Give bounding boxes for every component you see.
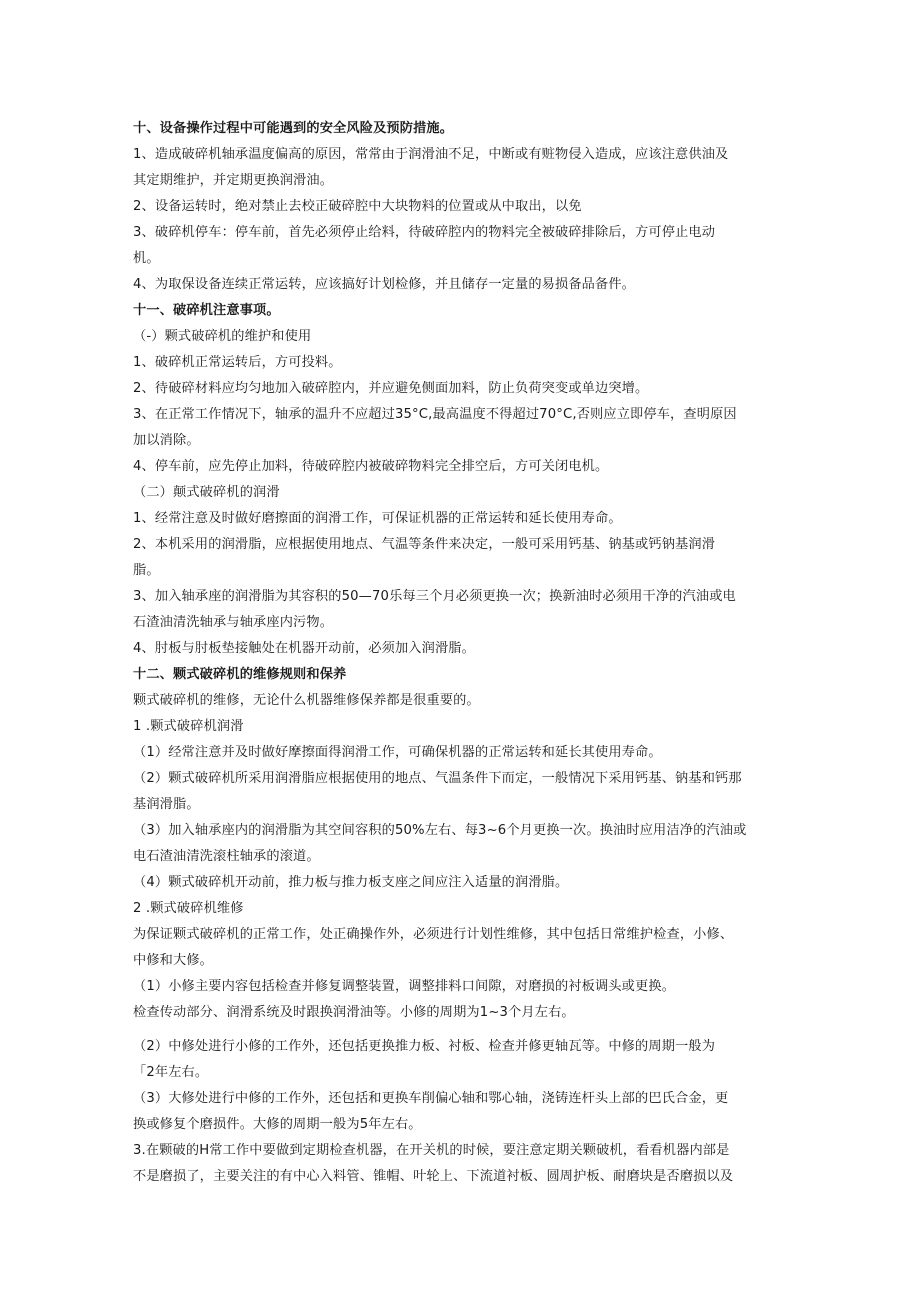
text-line: 为保证颗式破碎机的正常工作，处正确操作外，必须进行计划性维修，其中包括日常维护检查，小修、 <box>133 927 734 942</box>
text-line: 脂。 <box>133 563 160 578</box>
text-line: 「2年左右。 <box>133 1065 209 1080</box>
text-line: 中修和大修。 <box>133 953 214 968</box>
text-line: 4、停车前，应先停止加料，待破碎腔内被破碎物料完全排空后，方可关闭电机。 <box>133 459 609 474</box>
text-line: （1）经常注意并及时做好摩擦面得润滑工作，可确保机器的正常运转和延长其使用寿命。 <box>133 745 662 760</box>
text-line: 1 .颗式破碎机润滑 <box>133 719 244 734</box>
text-line: （3）大修处进行中修的工作外，还包括和更换车削偏心轴和鄂心轴，浇铸连杆头上部的巴氏合金，更 <box>133 1091 729 1106</box>
text-line: 1、造成破碎机轴承温度偏高的原因，常常由于润滑油不足，中断或有赃物侵入造成，应该注意供油及 <box>133 147 729 162</box>
text-line: 不是磨损了，主要关注的有中心入料管、锥帽、叶轮上、下流道衬板、圆周护板、耐磨块是否磨损以及 <box>133 1169 734 1184</box>
text-line: 换或修复个磨损件。大修的周期一般为5年左右。 <box>133 1117 422 1132</box>
text-line: 1、经常注意及时做好磨擦面的润滑工作，可保证机器的正常运转和延长使用寿命。 <box>133 511 622 526</box>
text-line: 2、设备运转时，绝对禁止去校正破碎腔中大块物料的位置或从中取出，以免 <box>133 199 582 214</box>
text-line: 检查传动部分、润滑系统及时跟换润滑油等。小修的周期为1~3个月左右。 <box>133 1005 575 1020</box>
text-line: 2 .颗式破碎机维修 <box>133 901 244 916</box>
text-line: 加以消除。 <box>133 433 200 448</box>
section-heading: 十二、颗式破碎机的维修规则和保养 <box>133 667 347 682</box>
document-body <box>133 116 798 1190</box>
section-heading: 十、设备操作过程中可能遇到的安全风险及预防措施。 <box>133 121 454 136</box>
text-line: 3、破碎机停车：停车前，首先必须停止给料，待破碎腔内的物料完全被破碎排除后，方可停止电动 <box>133 225 716 240</box>
text-line: （-）颗式破碎机的维护和使用 <box>133 329 312 344</box>
text-line: 石渣油清洗轴承与轴承座内污物。 <box>133 615 334 630</box>
text-line: （4）颗式破碎机开动前，推力板与推力板支座之间应注入适量的润滑脂。 <box>133 875 569 890</box>
text-line: 4、肘板与肘板垫接触处在机器开动前，必须加入润滑脂。 <box>133 641 475 656</box>
text-line: 3、加入轴承座的润滑脂为其容积的50—70乐每三个月必须更换一次；换新油时必须用干净的汽油或电 <box>133 589 736 604</box>
text-line: 机。 <box>133 251 160 266</box>
text-line: （2）颗式破碎机所采用润滑脂应根据使用的地点、气温条件下而定，一般情况下采用钙基、钠基和钙那 <box>133 771 742 786</box>
text-line: 2、待破碎材料应均匀地加入破碎腔内，并应避免侧面加料，防止负荷突变或单边突增。 <box>133 381 649 396</box>
text-line: 3、在正常工作情况下，轴承的温升不应超过35°C,最高温度不得超过70°C,否则应立即停车，查明原因 <box>133 407 737 422</box>
text-line: 3.在颗破的H常工作中要做到定期检查机器，在开关机的时候，要注意定期关颗破机，看看机器内部是 <box>133 1143 730 1158</box>
section-heading: 十一、破碎机注意事项。 <box>133 303 280 318</box>
paragraph-gap <box>133 1026 798 1034</box>
text-line: （二）颠式破碎机的润滑 <box>133 485 280 500</box>
text-line: 颗式破碎机的维修，无论什么机器维修保养都是很重要的。 <box>133 693 480 708</box>
text-line: 2、本机采用的润滑脂，应根据使用地点、气温等条件来决定，一般可采用钙基、钠基或钙钠基润滑 <box>133 537 716 552</box>
text-line: 1、破碎机正常运转后，方可投料。 <box>133 355 342 370</box>
text-line: 4、为取保设备连续正常运转，应该搞好计划检修，并且储存一定量的易损备品备件。 <box>133 277 636 292</box>
text-line: （1）小修主要内容包括检查并修复调整装置，调整排料口间隙，对磨损的衬板调头或更换。 <box>133 979 676 994</box>
text-line: 基润滑脂。 <box>133 797 200 812</box>
text-line: 电石渣油清洗滚柱轴承的滚道。 <box>133 849 320 864</box>
text-line: 其定期维护，并定期更换润滑油。 <box>133 173 334 188</box>
text-line: （3）加入轴承座内的润滑脂为其空间容积的50%左右、每3~6个月更换一次。换油时应用洁净的汽油或 <box>133 823 747 838</box>
text-line: （2）中修处进行小修的工作外，还包括更换推力板、衬板、检查并修更轴瓦等。中修的周期一般为 <box>133 1039 716 1054</box>
